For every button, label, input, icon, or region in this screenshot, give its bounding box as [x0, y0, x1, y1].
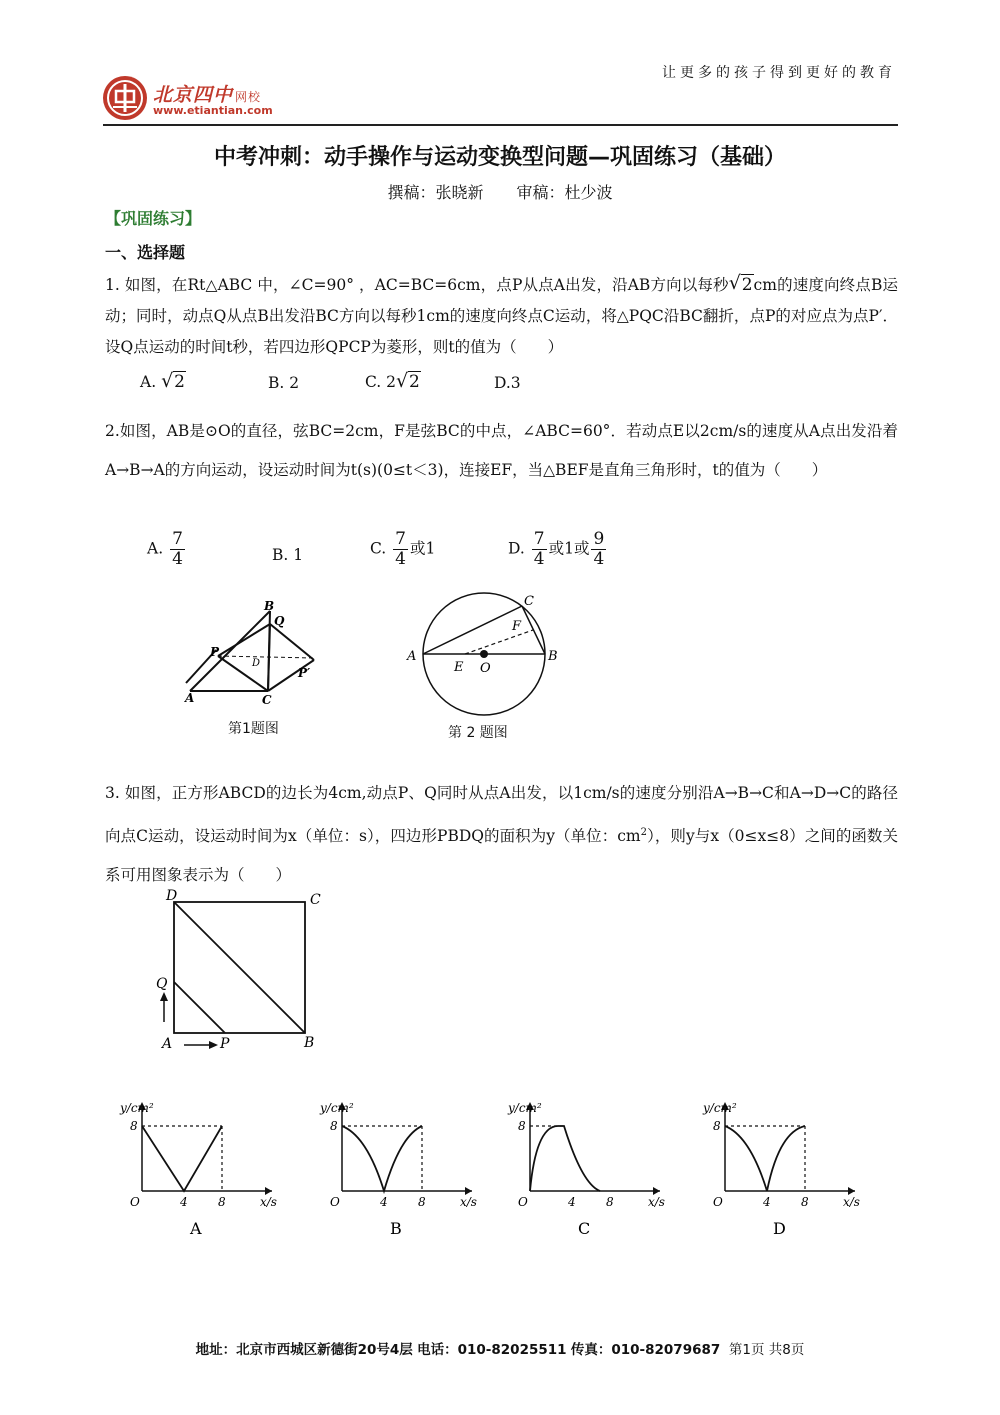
q1-sqrt: √ 2 [729, 270, 754, 301]
graph-option-label: A [190, 1219, 202, 1238]
header-slogan: 让更多的孩子得到更好的教育 [662, 65, 896, 81]
logo-name: 北京四中 网校 [153, 84, 262, 106]
tick-x-4: 4 [568, 1195, 576, 1209]
fig3-label-a: A [162, 1036, 173, 1052]
header-rule [103, 124, 898, 126]
fig1-label-c: C [262, 693, 272, 707]
x-axis-arrow-icon [265, 1187, 272, 1195]
fig1-label-p-prime: P′ [298, 666, 311, 680]
fig2-label-a: A [407, 649, 417, 664]
section-heading: 【巩固练习】 [105, 209, 202, 228]
x-axis-arrow-icon [465, 1187, 472, 1195]
tick-x-8: 8 [218, 1195, 226, 1209]
fig1-label-b: B [264, 599, 275, 613]
fig2-label-e: E [454, 660, 464, 675]
graph-option-label: D [773, 1219, 786, 1238]
origin-label: O [713, 1195, 723, 1209]
q1-figure-caption: 第1题图 [228, 721, 279, 737]
graph-option-d [695, 1096, 860, 1246]
graph-option-c [500, 1096, 665, 1246]
q2-option-d: D. $\frac{7}{4}$ 或1或 $\frac{9}{4}$ [508, 529, 605, 569]
footer: 地址：北京市西城区新德街20号4层 电话：010-82025511 传真：010-82079687 第1页 共8页 [195, 1342, 805, 1358]
fig3-label-c: C [310, 892, 321, 908]
origin-label: O [330, 1195, 340, 1209]
tick-x-4: 4 [763, 1195, 771, 1209]
tick-y-8: 8 [713, 1119, 721, 1133]
logo [103, 76, 293, 122]
subsection-heading: 一、选择题 [105, 243, 186, 262]
y-axis-label: y/cm² [120, 1101, 154, 1115]
q1-option-c: C. 2√ 2 [365, 372, 421, 392]
writer: 撰稿：张晓新 [387, 183, 484, 202]
q2-text: 2.如图，AB是⊙O的直径，弦BC=2cm，F是弦BC的中点，∠ABC=60°．若动点E以2cm/s的速度从A点出发沿着A→B→A的方向运动，设运动时间为t(s)(0≤t＜3)，连接EF，当△BEF是直角三角形时，t的值为（ ） [105, 422, 898, 479]
function-curve [530, 1126, 600, 1191]
fig2-label-b: B [548, 649, 558, 664]
tick-x-4: 4 [180, 1195, 188, 1209]
origin-label: O [130, 1195, 140, 1209]
y-axis-label: y/cm² [703, 1101, 737, 1115]
q2-option-b: B. 1 [272, 546, 304, 564]
function-curve [142, 1126, 222, 1191]
q1-option-d: D.3 [494, 374, 521, 392]
graph-option-label: B [390, 1219, 402, 1238]
q1-option-a: A. √ 2 [140, 372, 186, 392]
tick-x-8: 8 [606, 1195, 614, 1209]
function-curve [725, 1126, 805, 1191]
q2-figure-caption: 第 2 题图 [448, 725, 508, 741]
x-axis-label: x/s [460, 1195, 477, 1209]
y-axis-label: y/cm² [320, 1101, 354, 1115]
q2-option-c: C. $\frac{7}{4}$ 或1 [370, 529, 436, 569]
fig1-label-a: A [185, 691, 195, 705]
fig1-label-q: Q [274, 614, 285, 628]
authors [0, 180, 1000, 203]
q1-figure [180, 598, 330, 708]
x-axis-label: x/s [843, 1195, 860, 1209]
y-axis-label: y/cm² [508, 1101, 542, 1115]
graph-option-label: C [578, 1219, 591, 1238]
fig3-label-d: D [166, 888, 178, 904]
fig2-label-c: C [524, 594, 534, 609]
q1-option-b: B. 2 [268, 374, 300, 392]
x-axis-label: x/s [260, 1195, 277, 1209]
page-title: 中考冲刺：动手操作与运动变换型问题—巩固练习（基础） [213, 145, 786, 170]
tick-x-8: 8 [418, 1195, 426, 1209]
tick-y-8: 8 [130, 1119, 138, 1133]
q3-text: 3. 如图，正方形ABCD的边长为4cm,动点P、Q同时从点A出发，以1cm/s的速度分别沿A→B→C和A→D→C的路径向点C运动，设运动时间为x（单位：s），四边形PBDQ的面积为y（单位：$cm^2$），则y与x（0≤x≤8）之间的函数关系可用图象表示为（ ） [105, 784, 898, 885]
fig2-label-o: O [480, 661, 491, 676]
x-axis-label: x/s [648, 1195, 665, 1209]
graph-option-a [112, 1096, 277, 1246]
logo-emblem-icon [103, 76, 147, 120]
logo-url: www.etiantian.com [153, 104, 273, 117]
function-curve [342, 1126, 422, 1191]
tick-x-4: 4 [380, 1195, 388, 1209]
fig1-label-d: D [252, 658, 261, 669]
fig3-label-q: Q [156, 976, 168, 992]
q3-figure [150, 884, 330, 1054]
q1-text: 1. 如图，在Rt△ABC 中，∠C=90° ，AC=BC=6cm，点P从点A出发，沿AB方向以每秒√ 2cm的速度向终点B运动；同时，动点Q从点B出发沿BC方向以每秒1cm的速度向终点C运动，将△PQC沿BC翻折，点P的对应点为点P′．设Q点运动的时间t秒，若四边形QPCP为菱形，则t的值为（ ） [105, 270, 898, 363]
graph-option-b [312, 1096, 477, 1246]
q2-figure [402, 588, 567, 718]
fig3-label-p: P [220, 1036, 230, 1052]
q2-option-a: A. $\frac{7}{4}$ [147, 529, 183, 569]
x-axis-arrow-icon [653, 1187, 660, 1195]
fig2-label-f: F [512, 619, 522, 634]
origin-label: O [518, 1195, 528, 1209]
tick-x-8: 8 [801, 1195, 809, 1209]
tick-y-8: 8 [330, 1119, 338, 1133]
reviewer: 审稿：杜少波 [516, 183, 613, 202]
fig1-label-p: P [210, 645, 220, 659]
fig3-label-b: B [304, 1035, 315, 1051]
tick-y-8: 8 [518, 1119, 526, 1133]
x-axis-arrow-icon [848, 1187, 855, 1195]
